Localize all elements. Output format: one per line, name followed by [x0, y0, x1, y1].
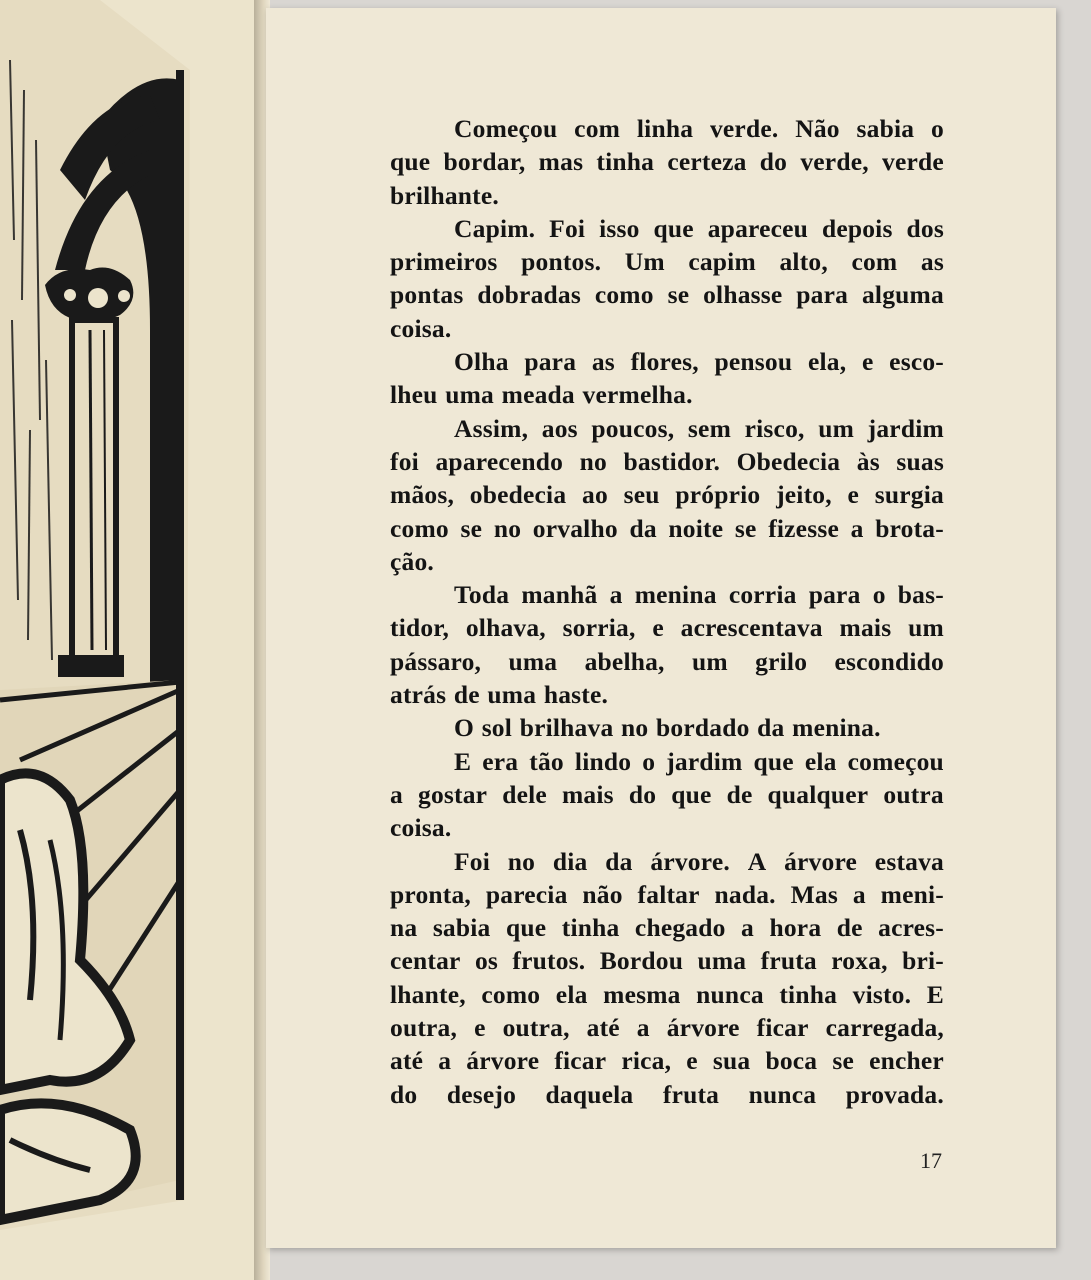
text-line: lheu uma meada vermelha. — [390, 380, 693, 410]
text-line: primeiros pontos. Um capim alto, com as — [390, 247, 944, 277]
right-page — [266, 8, 1056, 1248]
text-line: do desejo daquela fruta nunca provada. — [390, 1079, 944, 1109]
text-line: que bordar, mas tinha certeza do verde, verde — [390, 147, 944, 177]
text-line: coisa. — [390, 813, 452, 843]
text-line: coisa. — [390, 313, 452, 343]
text-line: O sol brilhava no bordado da menina. — [454, 713, 881, 743]
text-line: centar os frutos. Bordou uma fruta roxa, bri- — [390, 946, 944, 976]
body-text — [390, 112, 944, 1111]
text-line: pássaro, uma abelha, um grilo escondido — [390, 646, 944, 676]
text-line: a gostar dele mais do que de qualquer outra — [390, 779, 944, 809]
text-line: até a árvore ficar rica, e sua boca se encher — [390, 1046, 944, 1076]
text-line: mãos, obedecia ao seu próprio jeito, e surgia — [390, 480, 944, 510]
text-line: E era tão lindo o jardim que ela começou — [454, 746, 944, 776]
text-line: outra, e outra, até a árvore ficar carregada, — [390, 1013, 944, 1043]
text-line: pontas dobradas como se olhasse para alguma — [390, 280, 944, 310]
left-page — [0, 0, 264, 1280]
text-line: brilhante. — [390, 180, 499, 210]
text-line: atrás de uma haste. — [390, 680, 609, 710]
text-line: tidor, olhava, sorria, e acrescentava mais um — [390, 613, 944, 643]
text-line: Assim, aos poucos, sem risco, um jardim — [454, 413, 944, 443]
text-line: ção. — [390, 546, 434, 576]
text-line: Capim. Foi isso que apareceu depois dos — [454, 213, 944, 243]
text-line: na sabia que tinha chegado a hora de acres- — [390, 913, 944, 943]
text-line: Foi no dia da árvore. A árvore estava — [454, 846, 944, 876]
page-number: 17 — [920, 1148, 942, 1173]
text-line: Começou com linha verde. Não sabia o — [454, 114, 944, 143]
text-line: foi aparecendo no bastidor. Obedecia às suas — [390, 446, 944, 476]
text-line: Olha para as flores, pensou ela, e esco- — [454, 347, 944, 377]
text-line: como se no orvalho da noite se fizesse a brota- — [390, 513, 944, 543]
text-line: lhante, como ela mesma nunca tinha visto. E — [390, 979, 944, 1009]
woodcut-arch-illustration-icon — [0, 0, 262, 1280]
text-line: Toda manhã a menina corria para o bas- — [454, 580, 944, 610]
text-line: pronta, parecia não faltar nada. Mas a meni- — [390, 879, 944, 909]
